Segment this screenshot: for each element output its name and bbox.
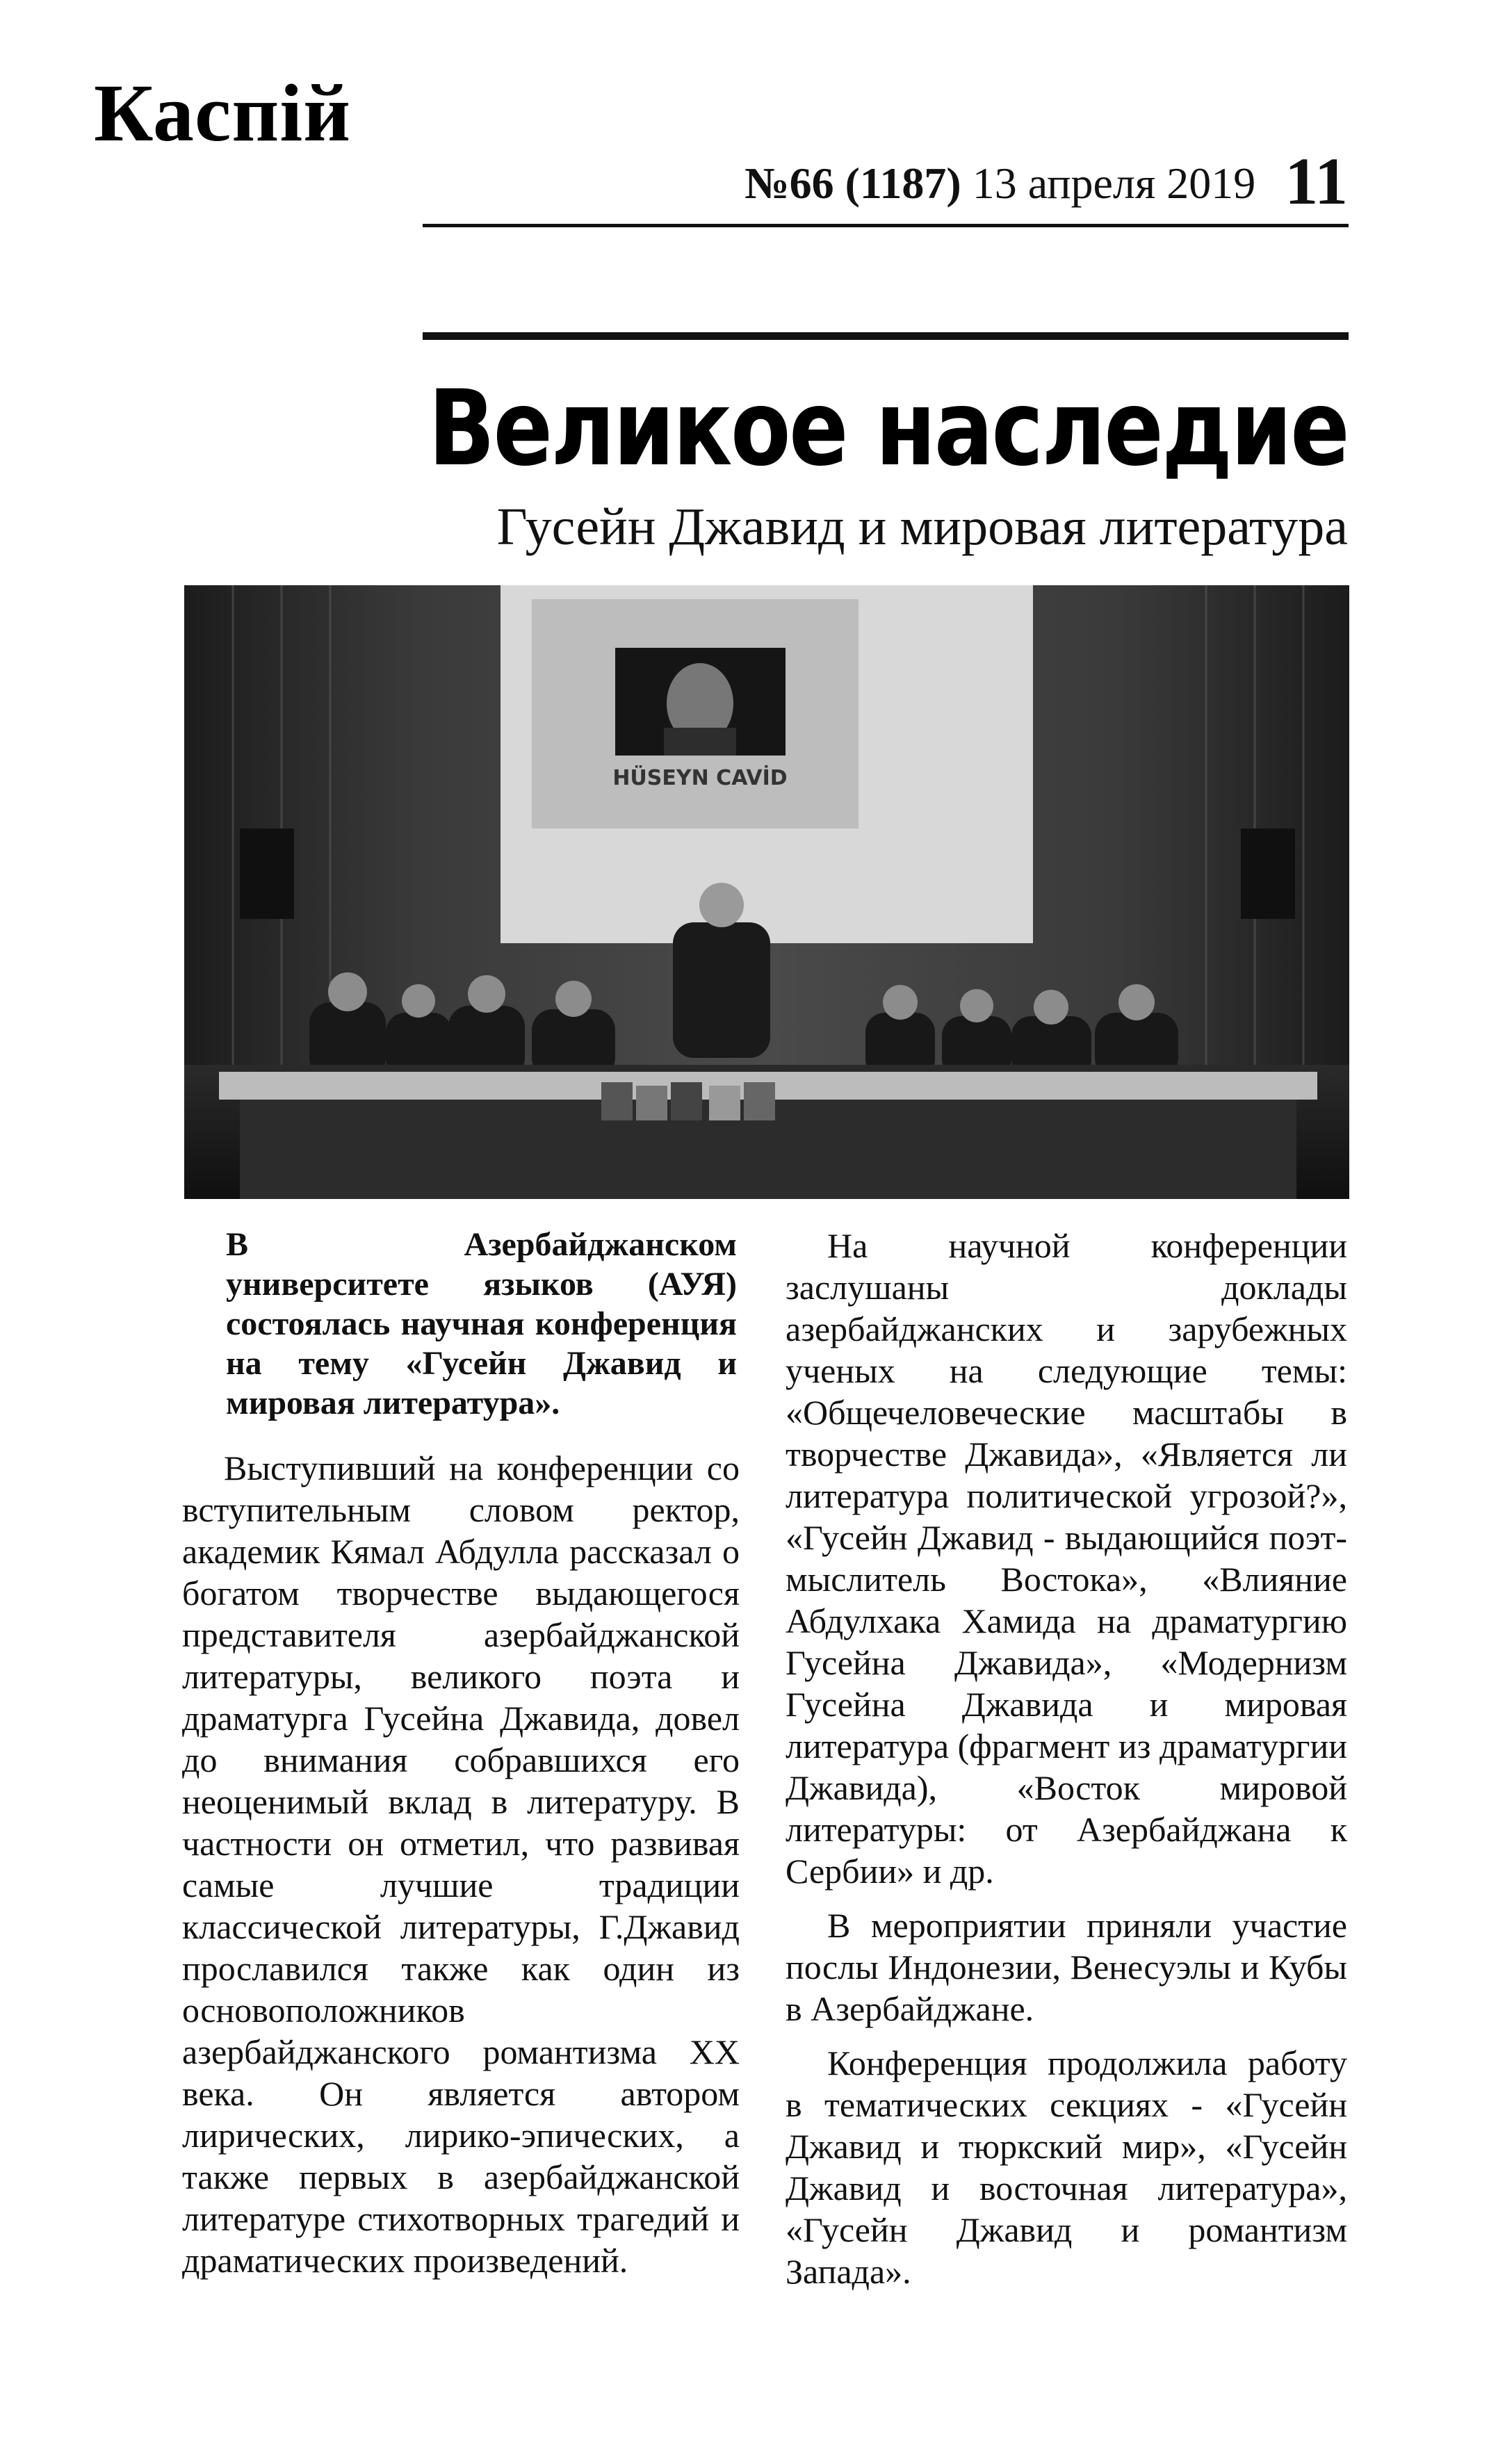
newspaper-masthead: Каспiй: [94, 67, 352, 158]
issue-number: №66 (1187): [744, 158, 961, 208]
article-headline: Великое наследие: [428, 368, 1348, 489]
header-divider: [423, 224, 1349, 227]
banner-text: HÜSEYN CAVİD: [612, 766, 788, 790]
article-subheadline: Гусейн Джавид и мировая литература: [496, 498, 1348, 556]
article-column-left: [182, 1447, 740, 2294]
article-divider: [423, 332, 1349, 340]
conference-photo: [184, 585, 1349, 1199]
article-column-right: [786, 1225, 1347, 2305]
page-number: 11: [1285, 144, 1348, 218]
paragraph: В мероприятии приняли участие послы Индонезии, Венесуэлы и Кубы в Азербайджане.: [786, 1906, 1347, 2028]
paragraph: Выступивший на конференции со вступительным словом ректор, академик Кямал Абдулла рассказал о богатом творчестве выдающегося представителя азербайджанской литературы, великого поэта и драматурга Гусейна Джавида, довел до внимания собравшихся его неоценимый вклад в литературу. В частности он отметил, что развивая самые лучшие традиции классической литературы, Г.Джавид прославился также как один из основоположников азербайджанского романтизма XX века. Он является автором лирических, лирико-эпических, а также первых в азербайджанской литературе стихотворных трагедий и драматических произведений.: [182, 1449, 740, 2280]
paragraph: Конференция продолжила работу в тематических секциях - «Гусейн Джавид и тюркский мир», «Гусейн Джавид и восточная литература», «Гусейн Джавид и романтизм Запада».: [786, 2043, 1347, 2291]
issue-date: 13 апреля 2019: [972, 158, 1256, 208]
article-lead: В Азербайджанском университете языков (АУЯ) состоялась научная конференция на тему «Гусейн Джавид и мировая литература».: [226, 1226, 737, 1421]
paragraph: На научной конференции заслушаны доклады азербайджанских и зарубежных ученых на следующие темы: «Общечеловеческие масштабы в творчестве Джавида», «Является ли литература политической угрозой?», «Гусейн Джавид - выдающийся поэт-мыслитель Востока», «Влияние Абдулхака Хамида на драматургию Гусейна Джавида», «Модернизм Гусейна Джавида и мировая литература (фрагмент из драматургии Джавида), «Восток мировой литературы: от Азербайджана к Сербии» и др.: [786, 1226, 1347, 1891]
issue-line: [514, 142, 1348, 220]
